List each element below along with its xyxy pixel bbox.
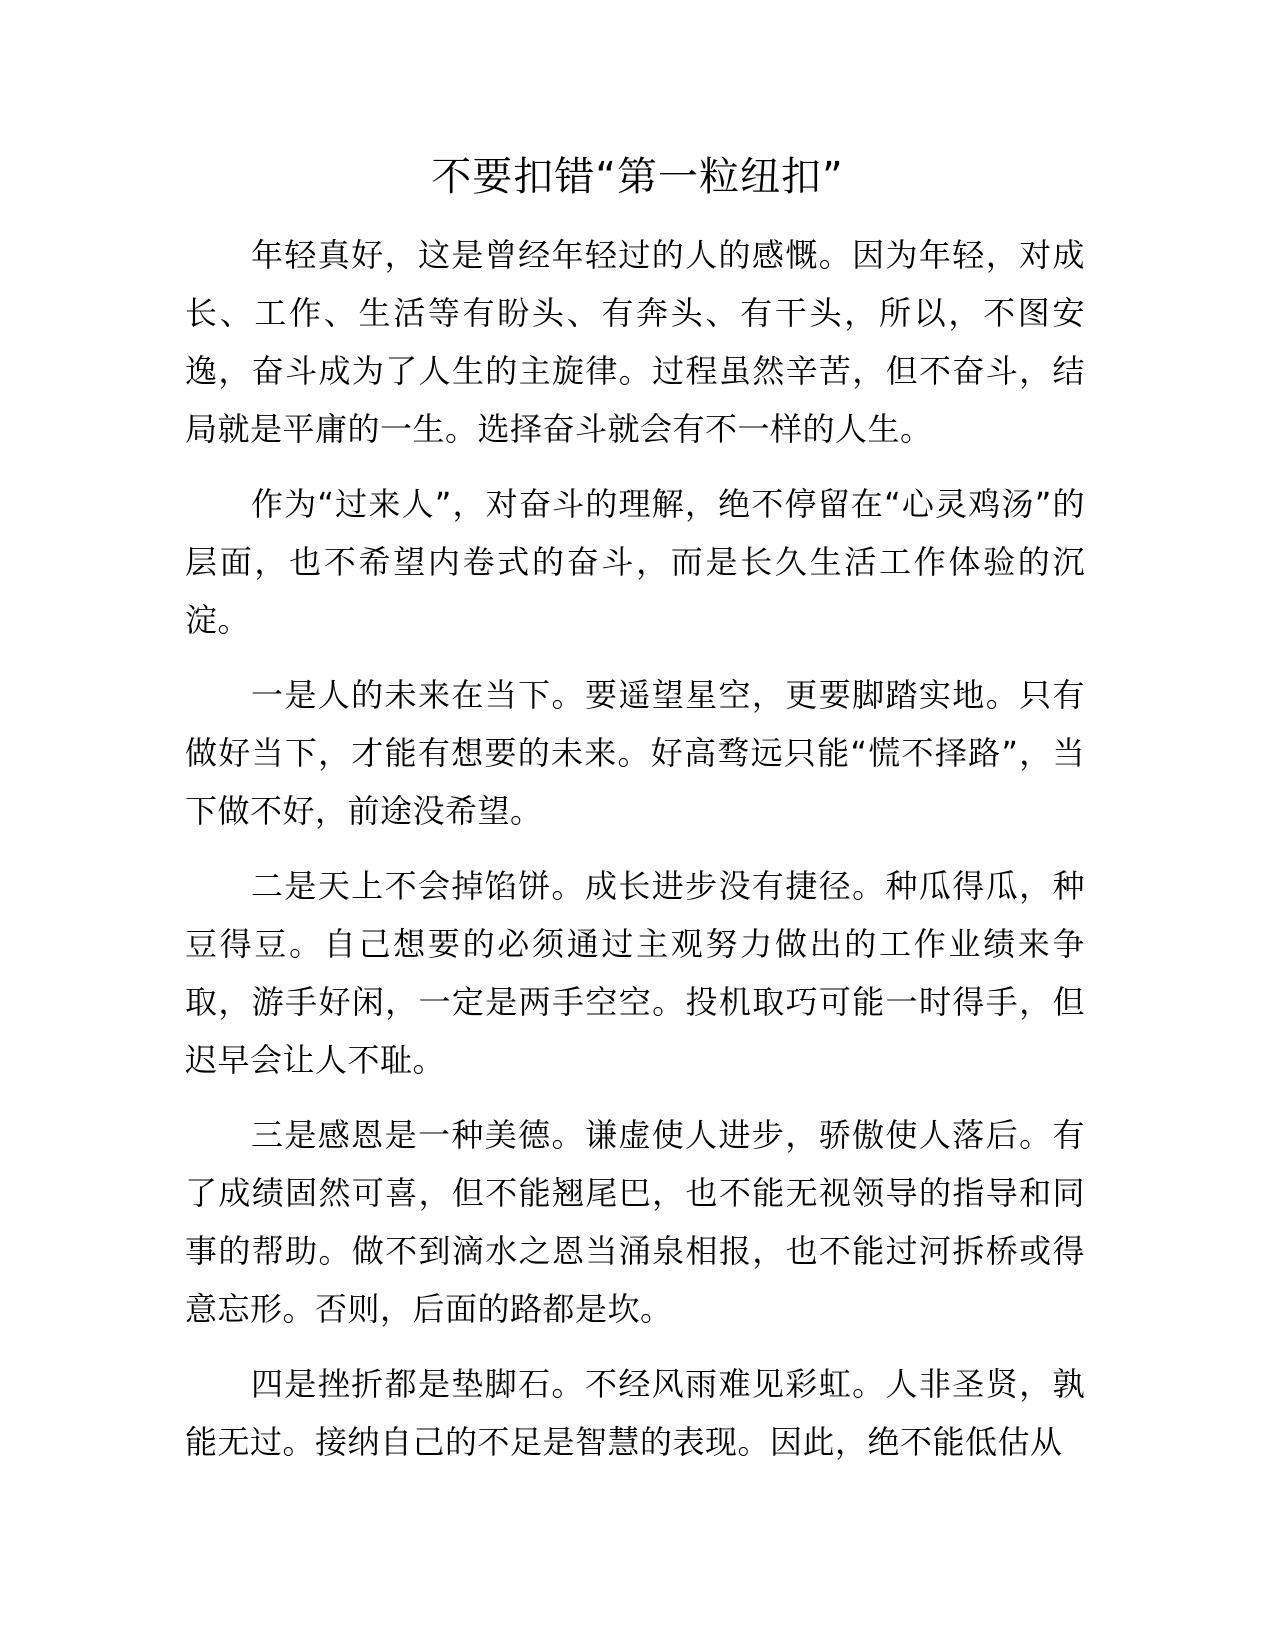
paragraph-2: 作为“过来人”，对奋斗的理解，绝不停留在“心灵鸡汤”的层面，也不希望内卷式的奋斗，而是长久生活工作体验的沉淀。 [185, 485, 1085, 639]
paragraph-1: 年轻真好，这是曾经年轻过的人的感慨。因为年轻，对成长、工作、生活等有盼头、有奔头、有干头，所以，不图安逸，奋斗成为了人生的主旋律。过程虽然辛苦，但不奋斗，结局就是平庸的一生。选择奋斗就会有不一样的人生。 [185, 236, 1085, 448]
paragraph-5: 三是感恩是一种美德。谦虚使人进步，骄傲使人落后。有了成绩固然可喜，但不能翘尾巴，也不能无视领导的指导和同事的帮助。做不到滴水之恩当涌泉相报，也不能过河拆桥或得意忘形。否则，后面的路都是坎。 [185, 1116, 1085, 1328]
paragraph-3: 一是人的未来在当下。要遥望星空，更要脚踏实地。只有做好当下，才能有想要的未来。好高骛远只能“慌不择路”，当下做不好，前途没希望。 [185, 676, 1085, 830]
paragraph-6: 四是挫折都是垫脚石。不经风雨难见彩虹。人非圣贤，孰能无过。接纳自己的不足是智慧的表现。因此，绝不能低估从 [185, 1365, 1085, 1461]
document-title: 不要扣错“第一粒纽扣” [431, 154, 844, 200]
document-body [185, 226, 1085, 1488]
paragraph-4: 二是天上不会掉馅饼。成长进步没有捷径。种瓜得瓜，种豆得豆。自己想要的必须通过主观努力做出的工作业绩来争取，游手好闲，一定是两手空空。投机取巧可能一时得手，但迟早会让人不耻。 [185, 867, 1085, 1079]
